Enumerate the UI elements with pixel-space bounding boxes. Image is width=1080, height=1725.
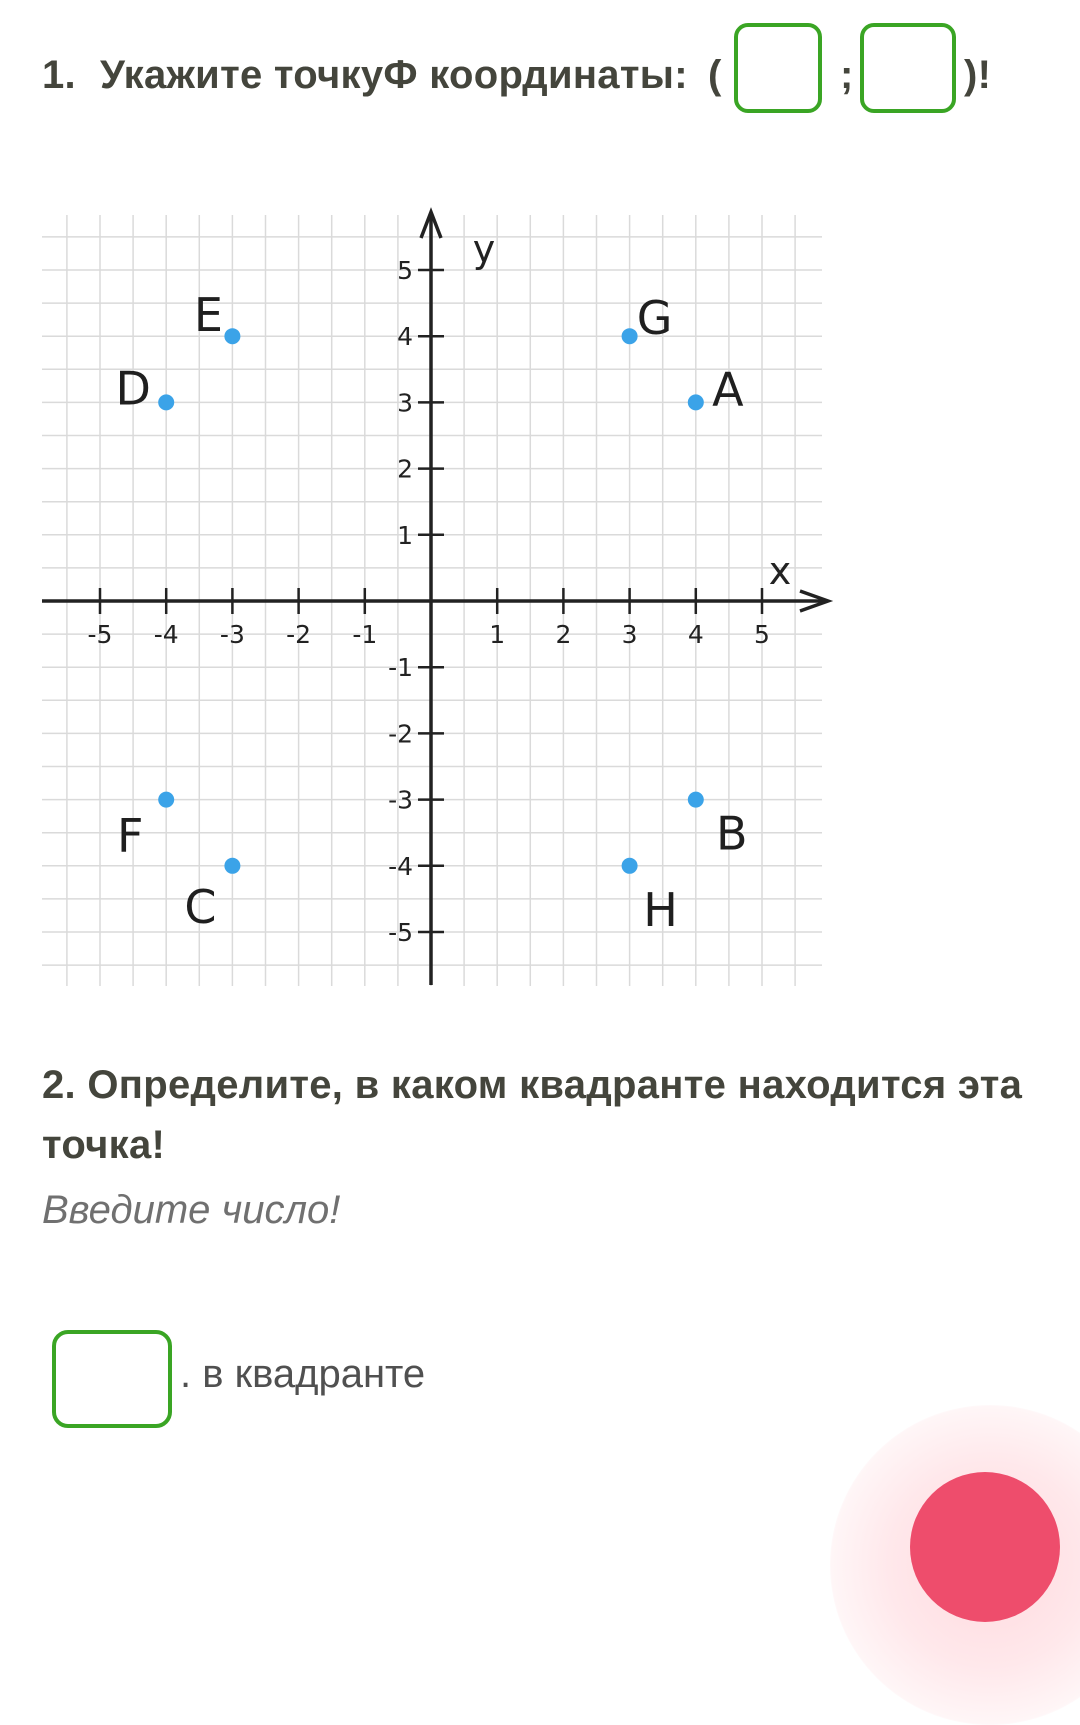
coordinate-plane (0, 200, 1080, 1000)
x-tick-label: -5 (87, 620, 113, 649)
y-tick-label: -1 (388, 653, 413, 683)
point-label-d: D (115, 361, 151, 416)
quadrant-suffix: . в квадранте (180, 1352, 426, 1396)
x-tick-label: -2 (286, 620, 312, 649)
point-g (622, 328, 638, 344)
x-tick-label: -3 (219, 620, 245, 649)
y-tick-label: 5 (397, 256, 413, 285)
point-f (158, 792, 174, 808)
point-d (158, 394, 174, 410)
point-label-e: E (193, 288, 223, 343)
x-tick-label: -4 (153, 620, 179, 649)
y-tick-label: -5 (388, 918, 413, 947)
y-tick-label: 3 (397, 388, 413, 418)
point-label-a: A (712, 362, 744, 417)
point-h (622, 858, 638, 874)
question-1-text: Укажите точкуФ координаты: (100, 53, 688, 97)
point-label-g: G (636, 291, 673, 346)
point-label-c: C (184, 879, 217, 934)
point-label-f: F (116, 808, 144, 863)
point-b (688, 792, 704, 808)
point-c (224, 858, 240, 874)
y-axis-label: y (472, 227, 496, 271)
question-2-text: 2. Определите, в каком квадранте находится эта точка! (42, 1063, 1023, 1167)
x-axis-label: x (768, 549, 792, 593)
y-tick-label: -3 (388, 785, 413, 815)
point-label-h: H (643, 882, 678, 937)
hint-text: Введите число! (42, 1188, 341, 1232)
point-a (688, 394, 704, 410)
paren-close: )! (964, 53, 992, 97)
question-1-number: 1. (42, 53, 76, 97)
y-tick-label: -4 (388, 851, 413, 881)
quadrant-answer-input[interactable] (52, 1330, 172, 1428)
x-tick-label: 5 (754, 620, 770, 649)
y-tick-label: 1 (397, 520, 413, 550)
paren-open: ( (708, 53, 722, 97)
x-tick-label: 1 (489, 620, 506, 649)
x-tick-label: 4 (687, 620, 704, 649)
answer-y-input[interactable] (860, 23, 956, 113)
point-label-b: B (716, 806, 748, 861)
x-tick-label: 2 (555, 620, 572, 649)
y-tick-label: 2 (397, 454, 413, 484)
x-tick-label: 3 (621, 620, 638, 649)
y-tick-label: 4 (397, 322, 413, 352)
point-e (224, 328, 240, 344)
x-tick-label: -1 (352, 620, 378, 649)
coordinate-separator: ; (840, 53, 854, 97)
y-tick-label: -2 (388, 719, 413, 749)
answer-x-input[interactable] (734, 23, 822, 113)
